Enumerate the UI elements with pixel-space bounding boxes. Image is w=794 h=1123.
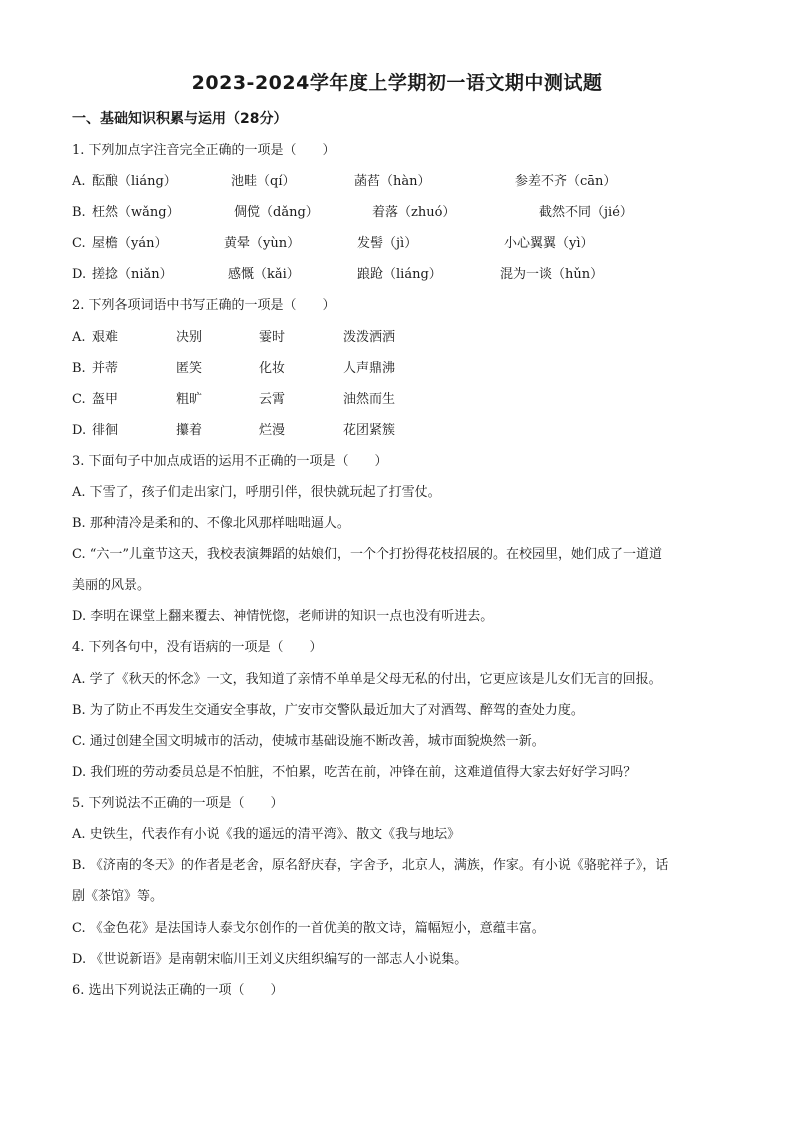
q3-option-d: D. 李明在课堂上翻来覆去、神情恍惚，老师讲的知识一点也没有听进去。 xyxy=(72,609,494,624)
q1-option-d-item: 搓捻（niǎn） xyxy=(92,267,173,282)
question-2-stem: 2. 下列各项词语中书写正确的一项是（ ） xyxy=(72,298,336,313)
q2-option-a-item: 艰难 xyxy=(92,330,119,345)
q1-option-a-item: 酝酿（liáng） xyxy=(92,174,177,189)
q3-option-c-line1: C. “六一”儿童节这天，我校表演舞蹈的姑娘们，一个个打扮得花枝招展的。在校园里，她们成了一道道 xyxy=(72,547,663,562)
q1-option-b-item: 截然不同（jié） xyxy=(539,205,633,220)
q2-option-c-label: C. xyxy=(72,392,86,407)
q1-option-d-label: D. xyxy=(72,267,87,282)
q2-option-a-item: 决别 xyxy=(176,330,203,345)
q1-option-b-item: 着落（zhuó） xyxy=(372,205,456,220)
q2-option-b-label: B. xyxy=(72,361,86,376)
question-4-stem: 4. 下列各句中，没有语病的一项是（ ） xyxy=(72,640,323,655)
q3-option-a: A. 下雪了，孩子们走出家门，呼朋引伴，很快就玩起了打雪仗。 xyxy=(72,485,441,500)
q1-option-c-item: 黄晕（yùn） xyxy=(224,236,301,251)
q1-option-b-item: 枉然（wǎng） xyxy=(92,205,180,220)
q1-option-a-label: A. xyxy=(72,174,86,189)
question-5-stem: 5. 下列说法不正确的一项是（ ） xyxy=(72,796,284,811)
question-3-stem: 3. 下面句子中加点成语的运用不正确的一项是（ ） xyxy=(72,454,388,469)
question-1-stem: 1. 下列加点字注音完全正确的一项是（ ） xyxy=(72,143,336,158)
q1-option-c-item: 发髻（jì） xyxy=(357,236,418,251)
page-title: 2023-2024学年度上学期初一语文期中测试题 xyxy=(191,72,603,94)
q2-option-c-item: 盔甲 xyxy=(92,392,119,407)
q2-option-b-item: 人声鼎沸 xyxy=(343,361,396,376)
q2-option-d-item: 攥着 xyxy=(176,423,203,438)
q1-option-a-item: 参差不齐（cān） xyxy=(515,174,617,189)
q1-option-c-item: 小心翼翼（yì） xyxy=(504,236,594,251)
q1-option-d-item: 混为一谈（hǔn） xyxy=(500,267,604,282)
q5-option-d: D. 《世说新语》是南朝宋临川王刘义庆组织编写的一部志人小说集。 xyxy=(72,952,468,967)
q2-option-c-item: 粗旷 xyxy=(176,392,203,407)
q4-option-a: A. 学了《秋天的怀念》一文，我知道了亲情不单单是父母无私的付出，它更应该是儿女们无言的回报。 xyxy=(72,672,662,687)
q2-option-d-item: 花团紧簇 xyxy=(343,423,396,438)
q2-option-d-item: 烂漫 xyxy=(259,423,286,438)
section-heading: 一、基础知识积累与运用（28分） xyxy=(72,111,288,127)
q1-option-b-item: 倜傥（dǎng） xyxy=(234,205,319,220)
q3-option-b: B. 那种清冷是柔和的、不像北风那样咄咄逼人。 xyxy=(72,516,350,531)
q1-option-c-item: 屋檐（yán） xyxy=(92,236,168,251)
q1-option-d-item: 感慨（kǎi） xyxy=(228,267,300,282)
q4-option-b: B. 为了防止不再发生交通安全事故，广安市交警队最近加大了对酒驾、醉驾的查处力度。 xyxy=(72,703,584,718)
q3-option-c-line2: 美丽的风景。 xyxy=(72,578,151,593)
q2-option-c-item: 油然而生 xyxy=(343,392,396,407)
q1-option-b-label: B. xyxy=(72,205,86,220)
q2-option-d-item: 徘徊 xyxy=(92,423,119,438)
q1-option-c-label: C. xyxy=(72,236,86,251)
q5-option-c: C. 《金色花》是法国诗人泰戈尔创作的一首优美的散文诗，篇幅短小，意蕴丰富。 xyxy=(72,921,545,936)
q4-option-d: D. 我们班的劳动委员总是不怕脏，不怕累，吃苦在前，冲锋在前，这难道值得大家去好好学习吗？ xyxy=(72,765,637,780)
q5-option-b-line1: B. 《济南的冬天》的作者是老舍，原名舒庆春，字舍予，北京人，满族，作家。有小说《骆驼祥子》，话 xyxy=(72,858,669,873)
q2-option-a-item: 泼泼洒洒 xyxy=(343,330,396,345)
q4-option-c: C. 通过创建全国文明城市的活动，使城市基础设施不断改善，城市面貌焕然一新。 xyxy=(72,734,545,749)
q2-option-c-item: 云霄 xyxy=(259,392,286,407)
q2-option-b-item: 匿笑 xyxy=(176,361,203,376)
q1-option-d-item: 踉跄（liáng） xyxy=(357,267,442,282)
question-6-stem: 6. 选出下列说法正确的一项（ ） xyxy=(72,983,284,998)
q5-option-a: A. 史铁生，代表作有小说《我的遥远的清平湾》、散文《我与地坛》 xyxy=(72,827,461,842)
q2-option-b-item: 化妆 xyxy=(259,361,286,376)
q2-option-a-item: 霎时 xyxy=(259,330,286,345)
q5-option-b-line2: 剧《茶馆》等。 xyxy=(72,889,164,904)
q2-option-a-label: A. xyxy=(72,330,86,345)
q1-option-a-item: 菡萏（hàn） xyxy=(354,174,431,189)
q2-option-b-item: 并蒂 xyxy=(92,361,119,376)
q1-option-a-item: 池畦（qí） xyxy=(231,174,296,189)
q2-option-d-label: D. xyxy=(72,423,87,438)
